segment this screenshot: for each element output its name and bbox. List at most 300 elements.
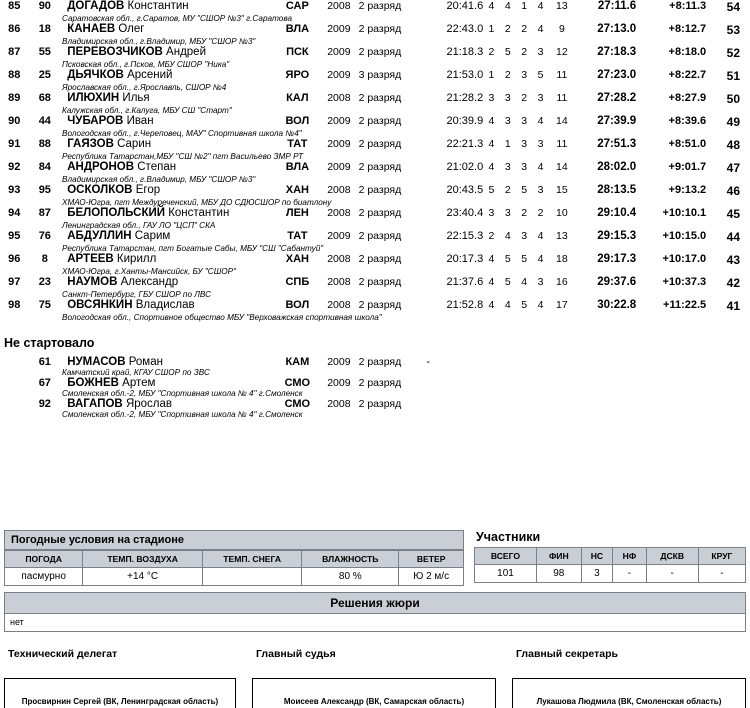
cell-penalty-3 bbox=[516, 377, 532, 389]
cell-total-time: 27:28.2 bbox=[597, 92, 637, 104]
signature-name: Просвирнин Сергей (ВК, Ленинградская область) bbox=[21, 697, 219, 706]
cell-penalty-1: 2 bbox=[488, 46, 495, 58]
cell-bib: 75 bbox=[38, 299, 51, 311]
cell-region: ВОЛ bbox=[285, 299, 310, 311]
cell-penalty-total bbox=[549, 398, 575, 410]
cell-name: БЕЛОПОЛЬСКИЙ Константин bbox=[67, 207, 230, 219]
cell-time: 20:43.5 bbox=[446, 184, 484, 196]
cell-bib: 76 bbox=[38, 230, 51, 242]
table-row bbox=[0, 115, 750, 129]
cell-penalty-1: 4 bbox=[488, 138, 495, 150]
signature-row bbox=[0, 648, 750, 708]
cell-bib: 18 bbox=[38, 23, 51, 35]
table-row bbox=[0, 92, 750, 106]
cell-total-time: 27:39.9 bbox=[597, 115, 637, 127]
cell-year: 2008 bbox=[327, 299, 351, 311]
cell-category: 2 разряд bbox=[358, 46, 402, 58]
cell-penalty-3: 5 bbox=[521, 184, 528, 196]
weather-header-cell: ТЕМП. ВОЗДУХА bbox=[83, 551, 203, 568]
cell-bib: 68 bbox=[38, 92, 51, 104]
cell-rank: 95 bbox=[8, 230, 21, 242]
cell-region: ВОЛ bbox=[285, 115, 310, 127]
cell-penalty-3: 3 bbox=[521, 230, 528, 242]
participants-panel bbox=[474, 530, 746, 583]
athlete-club: Владимирская обл., г.Владимир, МБУ "СШОР №3" bbox=[62, 175, 256, 184]
participants-header-cell: КРУГ bbox=[698, 548, 745, 565]
cell-time: 21:52.8 bbox=[446, 299, 484, 311]
table-row-subtext bbox=[0, 244, 750, 253]
cell-penalty-total bbox=[549, 356, 575, 368]
cell-penalty-2: 3 bbox=[504, 207, 511, 219]
cell-penalty-1: 1 bbox=[488, 69, 495, 81]
cell-penalty-total: 10 bbox=[556, 207, 568, 219]
cell-category: 2 разряд bbox=[358, 184, 402, 196]
cell-penalty-4: 3 bbox=[537, 138, 544, 150]
cell-penalty-1: 4 bbox=[488, 253, 495, 265]
cell-penalty-2: 4 bbox=[504, 230, 511, 242]
cell-points: 45 bbox=[726, 207, 740, 221]
jury-text: нет bbox=[4, 614, 746, 632]
cell-penalty-total: 18 bbox=[556, 253, 568, 265]
table-row bbox=[0, 184, 750, 198]
cell-category: 2 разряд bbox=[358, 356, 402, 368]
table-row-subtext bbox=[0, 175, 750, 184]
cell-penalty-total: 12 bbox=[556, 46, 568, 58]
cell-penalty-4: 2 bbox=[537, 207, 544, 219]
cell-total-time: 29:37.6 bbox=[597, 276, 637, 288]
cell-rank: 97 bbox=[8, 276, 21, 288]
cell-time: 21:37.6 bbox=[446, 276, 484, 288]
athlete-club: Смоленская обл.-2, МБУ "Спортивная школа № 4" г.Смоленск bbox=[62, 389, 303, 398]
cell-region: ХАН bbox=[285, 253, 309, 265]
cell-region: ЛЕН bbox=[285, 207, 309, 219]
participants-table bbox=[474, 547, 746, 583]
cell-behind: +10:37.3 bbox=[662, 276, 707, 288]
athlete-club: Ленинградская обл., ГАУ ЛО "ЦСП" СКА bbox=[62, 221, 216, 230]
cell-points: 47 bbox=[726, 161, 740, 175]
cell-penalty-total: 13 bbox=[556, 0, 568, 12]
cell-penalty-3: 3 bbox=[521, 115, 528, 127]
cell-year: 2008 bbox=[327, 207, 351, 219]
cell-points: 46 bbox=[726, 184, 740, 198]
cell-penalty-2: 1 bbox=[504, 138, 511, 150]
cell-penalty-total: 16 bbox=[556, 276, 568, 288]
table-row-subtext bbox=[0, 152, 750, 161]
cell-behind: +8:18.0 bbox=[668, 46, 707, 58]
participants-value-cell: - bbox=[613, 565, 647, 583]
cell-penalty-total bbox=[549, 377, 575, 389]
cell-behind: +8:39.6 bbox=[668, 115, 707, 127]
cell-penalty-4: 4 bbox=[537, 299, 544, 311]
cell-penalty-2: 3 bbox=[504, 115, 511, 127]
cell-points bbox=[706, 377, 750, 389]
cell-year: 2009 bbox=[327, 23, 351, 35]
cell-penalty-2 bbox=[500, 398, 516, 410]
cell-penalty-2: 5 bbox=[504, 253, 511, 265]
cell-category: 2 разряд bbox=[358, 92, 402, 104]
cell-category: 2 разряд bbox=[358, 207, 402, 219]
table-row bbox=[0, 23, 750, 37]
signature-chief-secretary bbox=[512, 648, 746, 708]
cell-behind bbox=[636, 398, 706, 410]
athlete-club: ХМАО-Югра, г.Ханты-Мансийск, БУ "СШОР" bbox=[62, 267, 236, 276]
cell-region: СПБ bbox=[285, 276, 310, 288]
cell-penalty-1: 5 bbox=[488, 184, 495, 196]
weather-value-cell: +14 °C bbox=[83, 568, 203, 586]
cell-total-time: 27:23.0 bbox=[597, 69, 637, 81]
cell-points: 42 bbox=[726, 276, 740, 290]
participants-header-cell: НС bbox=[581, 548, 613, 565]
table-row bbox=[0, 253, 750, 267]
cell-rank: 98 bbox=[8, 299, 21, 311]
cell-category: 2 разряд bbox=[358, 23, 402, 35]
cell-time bbox=[426, 398, 483, 410]
cell-penalty-4: 4 bbox=[537, 115, 544, 127]
cell-region: ЯРО bbox=[285, 69, 310, 81]
cell-penalty-2: 3 bbox=[504, 161, 511, 173]
cell-penalty-2: 5 bbox=[504, 46, 511, 58]
athlete-club: Смоленская обл.-2, МБУ "Спортивная школа № 4" г.Смоленск bbox=[62, 410, 303, 419]
cell-penalty-4: 3 bbox=[537, 184, 544, 196]
cell-category: 2 разряд bbox=[358, 115, 402, 127]
table-row-subtext bbox=[0, 410, 750, 419]
cell-time: 21:28.2 bbox=[446, 92, 484, 104]
cell-bib: 92 bbox=[38, 398, 51, 410]
cell-points: 44 bbox=[726, 230, 740, 244]
participants-value-cell: - bbox=[646, 565, 698, 583]
cell-penalty-2: 5 bbox=[504, 276, 511, 288]
cell-penalty-3: 2 bbox=[521, 23, 528, 35]
cell-time: - bbox=[426, 356, 431, 368]
signature-box bbox=[4, 678, 236, 708]
jury-title: Решения жюри bbox=[4, 592, 746, 614]
cell-points: 43 bbox=[726, 253, 740, 267]
cell-time: 21:18.3 bbox=[446, 46, 484, 58]
cell-category: 2 разряд bbox=[358, 253, 402, 265]
table-row bbox=[0, 230, 750, 244]
cell-bib: 67 bbox=[38, 377, 51, 389]
table-row bbox=[0, 46, 750, 60]
cell-name: АРТЕЕВ Кирилл bbox=[67, 253, 157, 265]
table-row bbox=[0, 69, 750, 83]
cell-penalty-4: 4 bbox=[537, 230, 544, 242]
cell-name: ОСКОЛКОВ Егор bbox=[67, 184, 161, 196]
table-row bbox=[0, 299, 750, 313]
table-row-subtext bbox=[0, 267, 750, 276]
cell-penalty-total: 14 bbox=[556, 115, 568, 127]
cell-category: 2 разряд bbox=[358, 230, 402, 242]
cell-year: 2009 bbox=[327, 46, 351, 58]
athlete-club: Санкт-Петербург, ГБУ СШОР по ЛВС bbox=[62, 290, 212, 299]
cell-name: ВАГАПОВ Ярослав bbox=[67, 398, 172, 410]
cell-bib: 90 bbox=[38, 0, 51, 12]
cell-penalty-total: 14 bbox=[556, 161, 568, 173]
cell-year: 2008 bbox=[327, 92, 351, 104]
cell-total-time: 29:17.3 bbox=[597, 253, 637, 265]
table-row-subtext bbox=[0, 83, 750, 92]
cell-total-time: 29:15.3 bbox=[597, 230, 637, 242]
cell-points bbox=[706, 356, 750, 368]
cell-behind: +10:15.0 bbox=[662, 230, 707, 242]
cell-rank: 89 bbox=[8, 92, 21, 104]
cell-behind bbox=[636, 377, 706, 389]
weather-value-cell: Ю 2 м/с bbox=[399, 568, 464, 586]
cell-rank: 94 bbox=[8, 207, 21, 219]
athlete-club: Калужская обл., г.Калуга, МБУ СШ "Старт" bbox=[62, 106, 232, 115]
table-row-subtext bbox=[0, 129, 750, 138]
cell-bib: 61 bbox=[38, 356, 51, 368]
cell-name: КАНАЕВ Олег bbox=[67, 23, 145, 35]
cell-region: КАЛ bbox=[286, 92, 309, 104]
table-row bbox=[0, 356, 750, 368]
dns-section-title: Не стартовало bbox=[4, 336, 95, 350]
cell-points: 48 bbox=[726, 138, 740, 152]
cell-category: 3 разряд bbox=[358, 69, 402, 81]
weather-header-cell: ВЛАЖНОСТЬ bbox=[302, 551, 399, 568]
cell-penalty-3: 5 bbox=[521, 299, 528, 311]
cell-rank: 91 bbox=[8, 138, 21, 150]
cell-penalty-2: 2 bbox=[504, 184, 511, 196]
cell-points: 41 bbox=[726, 299, 740, 313]
cell-category: 2 разряд bbox=[358, 138, 402, 150]
cell-category: 2 разряд bbox=[358, 398, 402, 410]
table-row bbox=[0, 377, 750, 389]
cell-behind bbox=[636, 356, 706, 368]
table-row bbox=[0, 398, 750, 410]
table-row-subtext bbox=[0, 198, 750, 207]
cell-region: СМО bbox=[284, 377, 311, 389]
cell-name: ПЕРЕВОЗЧИКОВ Андрей bbox=[67, 46, 206, 58]
cell-penalty-4: 3 bbox=[537, 92, 544, 104]
cell-total-time: 27:13.0 bbox=[597, 23, 637, 35]
cell-rank: 93 bbox=[8, 184, 21, 196]
cell-year: 2009 bbox=[327, 69, 351, 81]
cell-rank bbox=[0, 377, 28, 389]
cell-penalty-1 bbox=[483, 356, 499, 368]
cell-penalty-2: 2 bbox=[504, 69, 511, 81]
table-row-subtext bbox=[0, 106, 750, 115]
participants-value-cell: - bbox=[698, 565, 745, 583]
table-row bbox=[0, 276, 750, 290]
cell-year: 2009 bbox=[327, 161, 351, 173]
cell-name: ДЬЯЧКОВ Арсений bbox=[67, 69, 173, 81]
cell-region: ВЛА bbox=[285, 23, 310, 35]
athlete-club: Республика Татарстан,МБУ "СШ №2" пгт Васильево ЗМР РТ bbox=[62, 152, 304, 161]
cell-total-time: 28:13.5 bbox=[597, 184, 637, 196]
cell-year: 2008 bbox=[327, 184, 351, 196]
cell-penalty-4: 4 bbox=[537, 161, 544, 173]
cell-rank: 85 bbox=[8, 0, 21, 12]
cell-category: 2 разряд bbox=[358, 0, 402, 12]
cell-penalty-1: 3 bbox=[488, 92, 495, 104]
athlete-club: Республика Татарстан, пгт Богатые Сабы, МБУ "СШ "Сабантуй" bbox=[62, 244, 324, 253]
cell-year: 2008 bbox=[327, 276, 351, 288]
cell-bib: 44 bbox=[38, 115, 51, 127]
cell-rank: 87 bbox=[8, 46, 21, 58]
cell-penalty-3: 3 bbox=[521, 161, 528, 173]
athlete-club: Саратовская обл., г.Саратов, МУ "СШОР №3" г.Саратова bbox=[62, 14, 293, 23]
cell-penalty-2: 3 bbox=[504, 92, 511, 104]
signature-label: Технический делегат bbox=[8, 648, 118, 660]
cell-penalty-4 bbox=[532, 398, 548, 410]
cell-year: 2008 bbox=[327, 0, 351, 12]
cell-penalty-1: 4 bbox=[488, 0, 495, 12]
cell-region: ТАТ bbox=[287, 230, 308, 242]
cell-name: НУМАСОВ Роман bbox=[67, 356, 163, 368]
cell-penalty-1: 4 bbox=[488, 299, 495, 311]
cell-category: 2 разряд bbox=[358, 377, 402, 389]
cell-points: 52 bbox=[726, 46, 740, 60]
cell-time: 20:41.6 bbox=[446, 0, 484, 12]
cell-name: ИЛЮХИН Илья bbox=[67, 92, 150, 104]
athlete-club: Камчатский край, КГАУ СШОР по ЗВС bbox=[62, 368, 210, 377]
cell-total-time bbox=[575, 377, 636, 389]
signature-name: Моисеев Александр (ВК, Самарская область) bbox=[283, 697, 465, 706]
participants-header-cell: ФИН bbox=[536, 548, 581, 565]
cell-rank: 86 bbox=[8, 23, 21, 35]
cell-region: СМО bbox=[284, 398, 311, 410]
cell-penalty-total: 11 bbox=[556, 92, 568, 104]
athlete-club: Вологодская обл., г.Череповец, МАУ" Спортивная школа №4" bbox=[62, 129, 302, 138]
cell-time: 20:39.9 bbox=[446, 115, 484, 127]
athlete-club: Вологодская обл., Спортивное общество МБУ "Верховажская спортивная школа" bbox=[62, 313, 382, 322]
participants-header-cell: ДСКВ bbox=[646, 548, 698, 565]
cell-rank: 96 bbox=[8, 253, 21, 265]
dns-table bbox=[0, 356, 750, 419]
cell-penalty-2: 4 bbox=[504, 0, 511, 12]
cell-behind: +8:51.0 bbox=[668, 138, 707, 150]
cell-behind: +8:12.7 bbox=[668, 23, 707, 35]
weather-header-cell: ТЕМП. СНЕГА bbox=[203, 551, 302, 568]
cell-penalty-total: 11 bbox=[556, 138, 568, 150]
weather-header-cell: ПОГОДА bbox=[5, 551, 83, 568]
cell-bib: 88 bbox=[38, 138, 51, 150]
cell-behind: +8:22.7 bbox=[668, 69, 707, 81]
cell-points bbox=[706, 398, 750, 410]
signature-name: Лукашова Людмила (ВК, Смоленская область) bbox=[536, 697, 722, 706]
cell-time: 22:21.3 bbox=[446, 138, 484, 150]
cell-name: ОВСЯНКИН Владислав bbox=[67, 299, 195, 311]
cell-points: 51 bbox=[726, 69, 740, 83]
cell-penalty-1: 3 bbox=[488, 207, 495, 219]
cell-year: 2008 bbox=[327, 398, 351, 410]
cell-total-time: 27:18.3 bbox=[597, 46, 637, 58]
cell-points: 49 bbox=[726, 115, 740, 129]
table-row bbox=[0, 138, 750, 152]
cell-time: 22:43.0 bbox=[446, 23, 484, 35]
cell-penalty-4 bbox=[532, 356, 548, 368]
cell-time: 21:02.0 bbox=[446, 161, 484, 173]
cell-penalty-1: 2 bbox=[488, 230, 495, 242]
cell-name: АНДРОНОВ Степан bbox=[67, 161, 177, 173]
cell-time: 23:40.4 bbox=[446, 207, 484, 219]
cell-bib: 8 bbox=[41, 253, 48, 265]
cell-behind: +9:13.2 bbox=[668, 184, 707, 196]
cell-name: ЧУБАРОВ Иван bbox=[67, 115, 154, 127]
cell-name: АБДУЛЛИН Сарим bbox=[67, 230, 171, 242]
weather-table bbox=[4, 550, 464, 586]
cell-bib: 25 bbox=[38, 69, 51, 81]
cell-year: 2009 bbox=[327, 230, 351, 242]
cell-year: 2009 bbox=[327, 138, 351, 150]
cell-penalty-4: 4 bbox=[537, 0, 544, 12]
signature-label: Главный судья bbox=[256, 648, 336, 660]
cell-rank: 92 bbox=[8, 161, 21, 173]
cell-region: ТАТ bbox=[287, 138, 308, 150]
cell-penalty-total: 9 bbox=[558, 23, 565, 35]
table-row-subtext bbox=[0, 389, 750, 398]
cell-region: ПСК bbox=[286, 46, 309, 58]
cell-penalty-total: 17 bbox=[556, 299, 568, 311]
table-row bbox=[0, 161, 750, 175]
cell-penalty-4: 3 bbox=[537, 46, 544, 58]
cell-bib: 87 bbox=[38, 207, 51, 219]
signature-box bbox=[512, 678, 746, 708]
cell-total-time: 29:10.4 bbox=[597, 207, 637, 219]
signature-label: Главный секретарь bbox=[516, 648, 618, 660]
cell-behind: +9:01.7 bbox=[668, 161, 707, 173]
cell-total-time: 30:22.8 bbox=[597, 299, 637, 311]
cell-year: 2009 bbox=[327, 377, 351, 389]
weather-panel bbox=[4, 530, 464, 586]
cell-behind: +11:22.5 bbox=[663, 299, 707, 311]
weather-title: Погодные условия на стадионе bbox=[4, 530, 464, 550]
cell-penalty-4 bbox=[532, 377, 548, 389]
table-row bbox=[0, 207, 750, 221]
cell-time: 20:17.3 bbox=[446, 253, 484, 265]
cell-year: 2008 bbox=[327, 253, 351, 265]
cell-time: 22:15.3 bbox=[446, 230, 484, 242]
participants-value-cell: 3 bbox=[581, 565, 613, 583]
cell-penalty-3: 5 bbox=[521, 253, 528, 265]
cell-category: 2 разряд bbox=[358, 299, 402, 311]
cell-penalty-total: 13 bbox=[556, 230, 568, 242]
cell-name: БОЖНЕВ Артем bbox=[67, 377, 156, 389]
cell-penalty-3: 2 bbox=[521, 207, 528, 219]
table-row-subtext bbox=[0, 290, 750, 299]
participants-header-cell: НФ bbox=[613, 548, 647, 565]
cell-points: 53 bbox=[726, 23, 740, 37]
cell-region: САР bbox=[285, 0, 309, 12]
cell-penalty-1: 4 bbox=[488, 276, 495, 288]
weather-header-cell: ВЕТЕР bbox=[399, 551, 464, 568]
cell-penalty-4: 4 bbox=[537, 253, 544, 265]
cell-penalty-3 bbox=[516, 356, 532, 368]
cell-year: 2009 bbox=[327, 356, 351, 368]
participants-header-cell: ВСЕГО bbox=[475, 548, 537, 565]
cell-rank: 88 bbox=[8, 69, 21, 81]
signature-box bbox=[252, 678, 496, 708]
athlete-club: Псковская обл., г.Псков, МБУ СШОР "Ника" bbox=[62, 60, 230, 69]
cell-year: 2009 bbox=[327, 115, 351, 127]
table-row-subtext bbox=[0, 60, 750, 69]
weather-value-cell: пасмурно bbox=[5, 568, 83, 586]
cell-penalty-3: 4 bbox=[521, 276, 528, 288]
cell-penalty-total: 11 bbox=[556, 69, 568, 81]
cell-behind: +8:27.9 bbox=[668, 92, 707, 104]
cell-penalty-3: 2 bbox=[521, 92, 528, 104]
cell-time: 21:53.0 bbox=[446, 69, 484, 81]
cell-penalty-2: 4 bbox=[504, 299, 511, 311]
cell-penalty-1: 1 bbox=[488, 23, 495, 35]
cell-behind: +10:17.0 bbox=[662, 253, 707, 265]
cell-total-time bbox=[575, 356, 636, 368]
cell-points: 54 bbox=[726, 0, 740, 14]
cell-total-time: 27:51.3 bbox=[597, 138, 637, 150]
cell-penalty-4: 5 bbox=[537, 69, 544, 81]
cell-rank bbox=[0, 356, 28, 368]
cell-penalty-4: 4 bbox=[537, 23, 544, 35]
